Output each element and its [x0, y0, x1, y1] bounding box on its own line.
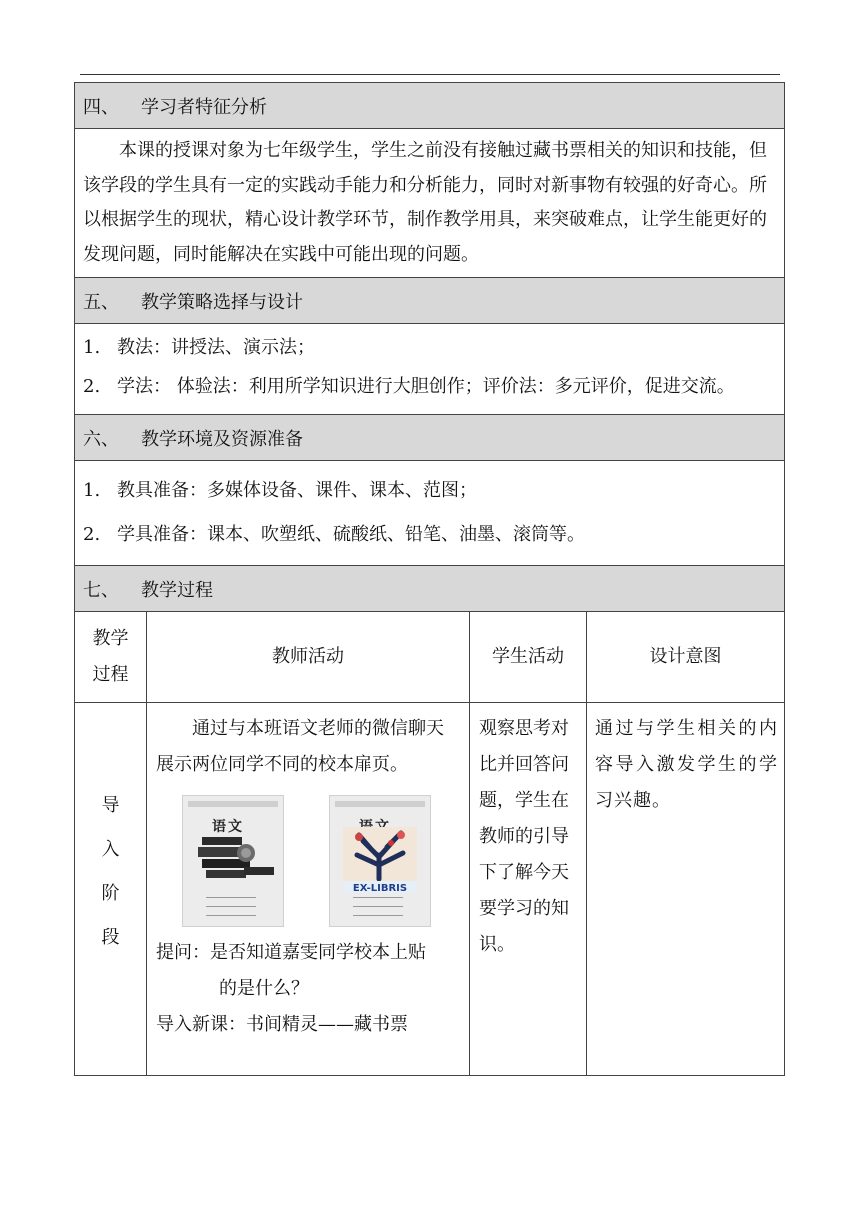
- lesson-plan-table: [74, 82, 785, 1076]
- section-header-learner-analysis: [75, 83, 784, 129]
- list-number: 1.: [83, 480, 101, 501]
- list-number: 2.: [83, 524, 101, 545]
- section-title: 教学过程: [141, 579, 213, 601]
- student-activity-cell: 观察思考对比并回答问题，学生在教师的引导下了解今天要学习的知识。: [470, 703, 587, 1075]
- list-number: 2.: [83, 376, 101, 397]
- header-student-activity: 学生活动: [470, 612, 587, 702]
- list-text: 学法： 体验法：利用所学知识进行大胆创作；评价法：多元评价，促进交流。: [117, 376, 735, 397]
- teacher-intro: 通过与本班语文老师的微信聊天展示两位同学不同的校本扉页。: [156, 718, 444, 775]
- list-text: 教具准备：多媒体设备、课件、课本、范图；: [117, 480, 477, 501]
- section-number: 五、: [83, 291, 119, 313]
- new-lesson-line: 导入新课：书间精灵——藏书票: [156, 1014, 408, 1035]
- section-title: 教学策略选择与设计: [141, 291, 303, 313]
- textbook-photo-right: [329, 795, 431, 927]
- list-text: 学具准备：课本、吹塑纸、硫酸纸、铅笔、油墨、滚筒等。: [117, 524, 585, 545]
- process-table-header: [75, 612, 784, 703]
- photo-title: 语文: [212, 819, 244, 835]
- design-intent-cell: 通过与学生相关的内容导入激发学生的学习兴趣。: [595, 718, 778, 811]
- stage-cell: [75, 703, 147, 1075]
- header-design-intent: 设计意图: [649, 646, 722, 667]
- list-item: [83, 331, 776, 365]
- question-label: 提问：: [156, 942, 210, 963]
- textbook-photo-left: [182, 795, 284, 927]
- learner-analysis-paragraph: 本课的授课对象为七年级学生，学生之前没有接触过藏书票相关的知识和技能，但该学段的学生具有一定的实践动手能力和分析能力，同时对新事物有较强的好奇心。所以根据学生的现状，精心设计教学环节，制作教学用具，来突破难点，让学生能更好的发现问题，同时能解决在实践中可能出现的问题。: [83, 140, 767, 265]
- header-rule: [80, 74, 780, 75]
- list-item: [83, 469, 776, 513]
- list-number: 1.: [83, 337, 101, 358]
- question-text: 是否知道嘉雯同学校本上贴: [210, 942, 426, 963]
- learner-analysis-body: [75, 129, 784, 278]
- list-item: [83, 365, 776, 409]
- section-title: 教学环境及资源准备: [141, 428, 303, 450]
- stage-char: 导: [101, 795, 120, 816]
- question-continuation: 的是什么？: [219, 978, 309, 999]
- question-line: [156, 935, 461, 971]
- section-number: 七、: [83, 579, 119, 601]
- list-text: 教法：讲授法、演示法；: [117, 337, 315, 358]
- header-teacher-activity: 教师活动: [147, 612, 470, 702]
- section-header-strategy: [75, 278, 784, 324]
- photo-row: [156, 783, 461, 935]
- section-header-resources: [75, 415, 784, 461]
- teacher-activity-cell: [147, 703, 470, 1075]
- section-number: 六、: [83, 428, 119, 450]
- stage-char: 入: [101, 839, 120, 860]
- header-stage: 教学过程: [75, 612, 147, 702]
- section-title: 学习者特征分析: [141, 96, 267, 118]
- table-row: [75, 703, 784, 1075]
- stage-char: 阶: [101, 883, 120, 904]
- strategy-list: [75, 324, 784, 415]
- photo-banner-text: EX-LIBRIS: [352, 883, 408, 894]
- list-item: [83, 513, 776, 557]
- resources-list: [75, 461, 784, 566]
- section-number: 四、: [83, 96, 119, 118]
- section-header-process: [75, 566, 784, 612]
- stage-char: 段: [101, 927, 120, 948]
